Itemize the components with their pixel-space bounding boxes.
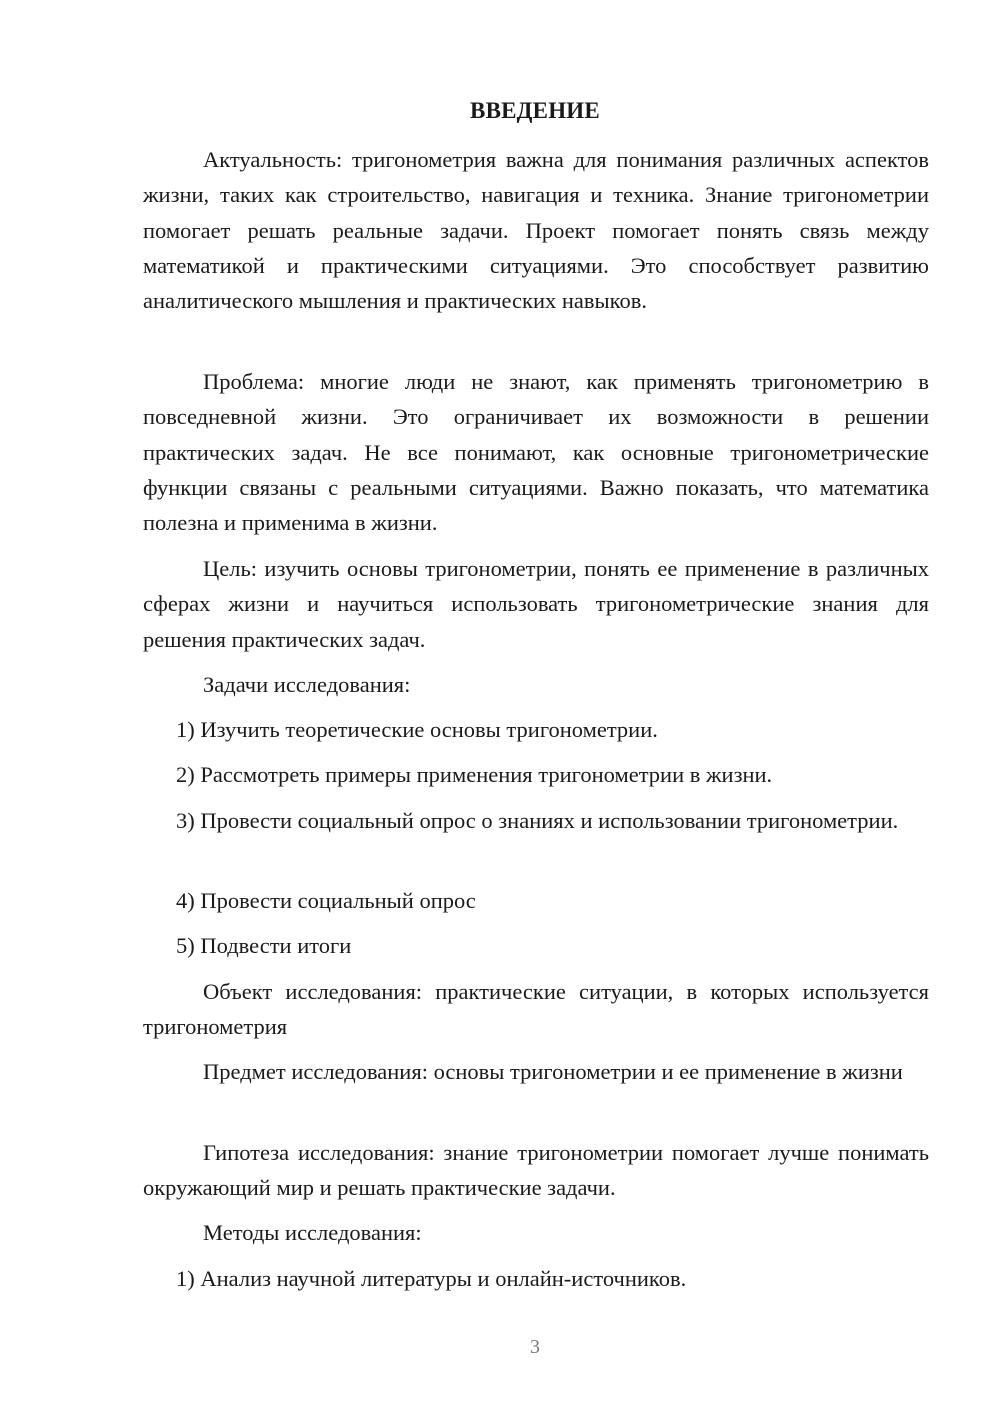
method-item-1: 1) Анализ научной литературы и онлайн-источников. (176, 1266, 687, 1291)
task-item-2: 2) Рассмотреть примеры применения тригонометрии в жизни. (176, 762, 773, 787)
paragraph-subject: Предмет исследования: основы тригонометрии и ее применение в жизни (203, 1059, 903, 1084)
paragraph-relevance: Актуальность: тригонометрия важна для понимания различных аспектов жизни, таких как строительство, навигация и техника. Знание тригонометрии помогает решать реальные задачи. Проект помогает понять связь между математикой и практическими ситуациями. Это способствует развитию аналитического мышления и практических навыков. (143, 147, 929, 314)
paragraph-goal: Цель: изучить основы тригонометрии, понять ее применение в различных сферах жизни и научиться использовать тригонометрические знания для решения практических задач. (143, 556, 929, 652)
task-item-1: 1) Изучить теоретические основы тригонометрии. (176, 717, 658, 742)
paragraph-object: Объект исследования: практические ситуации, в которых используется тригонометрия (143, 979, 929, 1040)
paragraph-problem: Проблема: многие люди не знают, как применять тригонометрию в повседневной жизни. Это ограничивает их возможности в решении практических задач. Не все понимают, как основные тригонометрические функции связаны с реальными ситуациями. Важно показать, что математика полезна и применима в жизни. (143, 369, 929, 536)
methods-title: Методы исследования: (203, 1220, 422, 1245)
tasks-title: Задачи исследования: (203, 672, 411, 697)
paragraph-hypothesis: Гипотеза исследования: знание тригонометрии помогает лучше понимать окружающий мир и решать практические задачи. (143, 1140, 929, 1201)
task-item-4: 4) Провести социальный опрос (176, 888, 476, 913)
page-number: 3 (530, 1336, 540, 1358)
task-item-3: 3) Провести социальный опрос о знаниях и использовании тригонометрии. (176, 808, 899, 833)
section-heading: ВВЕДЕНИЕ (470, 98, 600, 123)
task-item-5: 5) Подвести итоги (176, 933, 352, 958)
